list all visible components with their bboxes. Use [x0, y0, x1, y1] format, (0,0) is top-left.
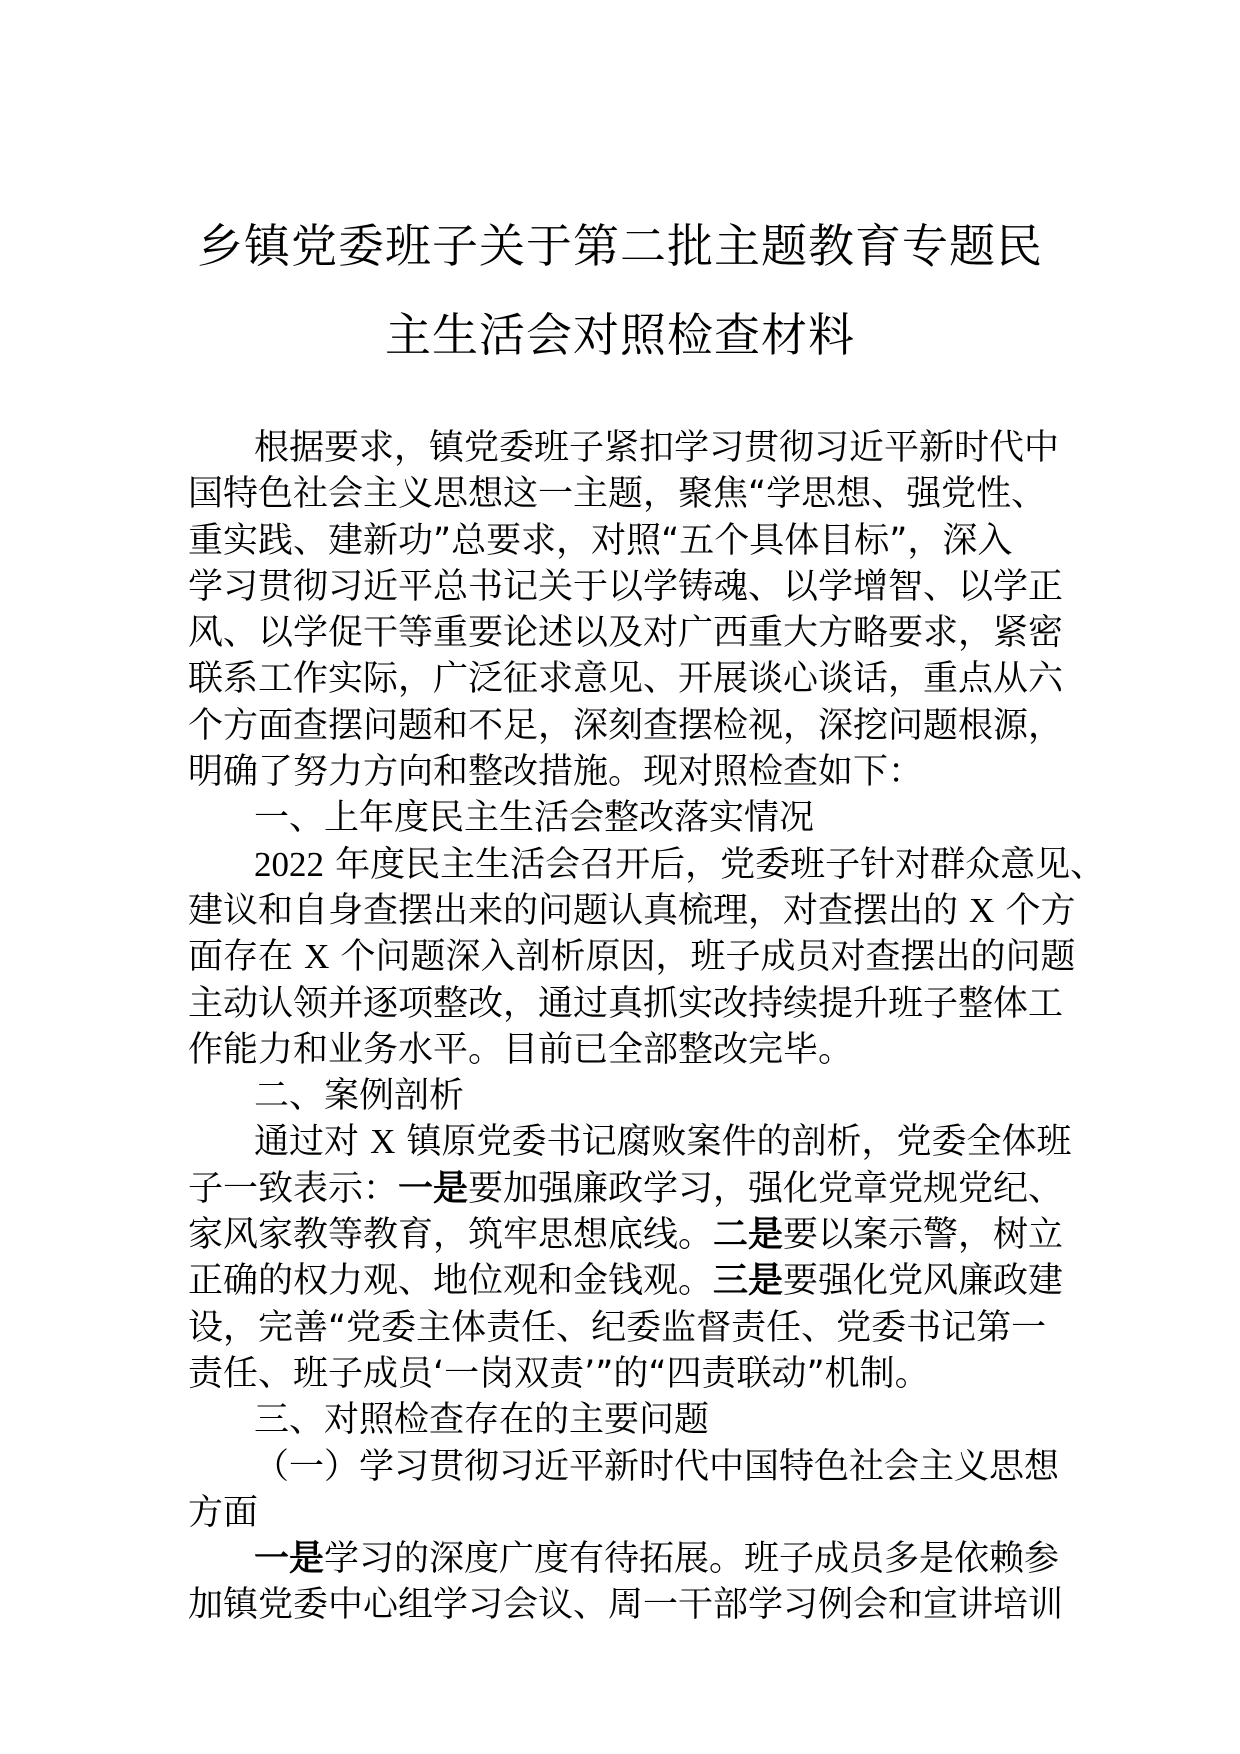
body-text-line	[188, 518, 1056, 564]
text-run: 家风家教等教育，筑牢思想底线。	[188, 1215, 714, 1256]
bold-keyword: 二是	[713, 1215, 784, 1256]
text-run: 通过对	[254, 1122, 371, 1163]
text-run: 一、上年度民主生活会整改落实情况	[254, 798, 815, 839]
body-text-line	[188, 888, 1076, 934]
text-run: 风、以学促干等重要论述以及对广西重大方略要求，紧密	[188, 613, 1064, 654]
body-text-line	[188, 1258, 1064, 1304]
body-text-line	[188, 656, 1064, 702]
bold-keyword: 一是	[398, 1168, 469, 1209]
body-text-line	[188, 749, 1056, 795]
text-run: 主动认领并逐项整改，通过真抓实改持续提升班子整体工	[188, 983, 1064, 1024]
text-run: 三、对照检查存在的主要问题	[254, 1400, 710, 1441]
document-title-line-1: 乡镇党委班子关于第二批主题教育专题民	[197, 219, 1043, 273]
body-text-line	[188, 1490, 1056, 1536]
text-run: 正确的权力观、地位观和金钱观。	[188, 1261, 714, 1302]
body-text-line	[188, 1027, 1056, 1073]
body-text-line	[188, 981, 1064, 1027]
text-run: 学习的深度广度有待拓展。班子成员多是依赖参	[324, 1539, 1060, 1580]
text-run: 明确了努力方向和整改措施。现对照检查如下：	[188, 752, 924, 793]
body-text-line	[188, 1119, 1072, 1165]
text-run: 个方	[994, 890, 1076, 931]
body-text-line	[188, 1397, 1056, 1443]
document-body	[188, 425, 1106, 1629]
text-run: 子一致表示：	[188, 1168, 399, 1209]
text-run: 责任、班子成员‘一岗双责’”的“四责联动”机制。	[188, 1353, 930, 1394]
text-run: 方面	[188, 1492, 259, 1533]
body-text-line	[188, 703, 1064, 749]
body-text-line	[188, 471, 1056, 517]
text-run: 作能力和业务水平。目前已全部整改完毕。	[188, 1029, 854, 1070]
text-run: 要强化党风廉政建	[783, 1261, 1064, 1302]
text-run: 国特色社会主义思想这一主题，聚焦“学思想、强党性、	[188, 474, 1047, 515]
text-run: 设，完善“党委主体责任、纪委监督责任、党委书记第一	[188, 1307, 1047, 1348]
text-run: X	[304, 937, 330, 977]
text-run: 面存在	[188, 937, 305, 978]
text-run: X	[969, 890, 995, 930]
text-run: （一）学习贯彻习近平新时代中国特色社会主义思想	[254, 1446, 1060, 1487]
body-text-line	[188, 795, 1056, 841]
body-text-line	[188, 1444, 1060, 1490]
body-text-line	[188, 1212, 1064, 1258]
body-text-line	[188, 1166, 1064, 1212]
text-run: 二、案例剖析	[254, 1076, 465, 1117]
text-run: 建议和自身查摆出来的问题认真梳理，对查摆出的	[188, 890, 970, 931]
body-text-line	[188, 1305, 1056, 1351]
text-run: 重实践、建新功”总要求，对照“五个具体目标”，深入	[188, 520, 1013, 561]
text-run: 个问题深入剖析原因，班子成员对查摆出的问题	[329, 937, 1076, 978]
text-run: 个方面查摆问题和不足，深刻查摆检视，深挖问题根源，	[188, 705, 1064, 746]
bold-keyword: 三是	[713, 1261, 784, 1302]
text-run: 根据要求，镇党委班子紧扣学习贯彻习近平新时代中	[254, 428, 1060, 468]
text-run: 2022	[254, 844, 324, 884]
body-text-line	[188, 1351, 1056, 1397]
body-text-line	[188, 1073, 1056, 1119]
text-run: 学习贯彻习近平总书记关于以学铸魂、以学增智、以学正	[188, 566, 1064, 607]
body-text-line	[188, 842, 1106, 888]
body-text-line	[188, 610, 1064, 656]
text-run: 联系工作实际，广泛征求意见、开展谈心谈话，重点从六	[188, 659, 1064, 700]
text-run: X	[370, 1122, 396, 1162]
text-run: 要加强廉政学习，强化党章党规党纪、	[468, 1168, 1064, 1209]
body-text-line	[188, 1536, 1060, 1582]
body-text-line	[188, 425, 1060, 471]
bold-keyword: 一是	[254, 1539, 325, 1580]
text-run: 加镇党委中心组学习会议、周一干部学习例会和宣讲培训	[188, 1585, 1064, 1626]
text-run: 年度民主生活会召开后，党委班子针对群众意见、	[324, 844, 1106, 885]
text-run: 要以案示警，树立	[783, 1215, 1064, 1256]
body-text-line	[188, 564, 1064, 610]
body-text-line	[188, 934, 1076, 980]
text-run: 镇原党委书记腐败案件的剖析，党委全体班	[395, 1122, 1072, 1163]
body-text-line	[188, 1582, 1064, 1628]
document-title-line-2: 主生活会对照检查材料	[385, 308, 855, 362]
